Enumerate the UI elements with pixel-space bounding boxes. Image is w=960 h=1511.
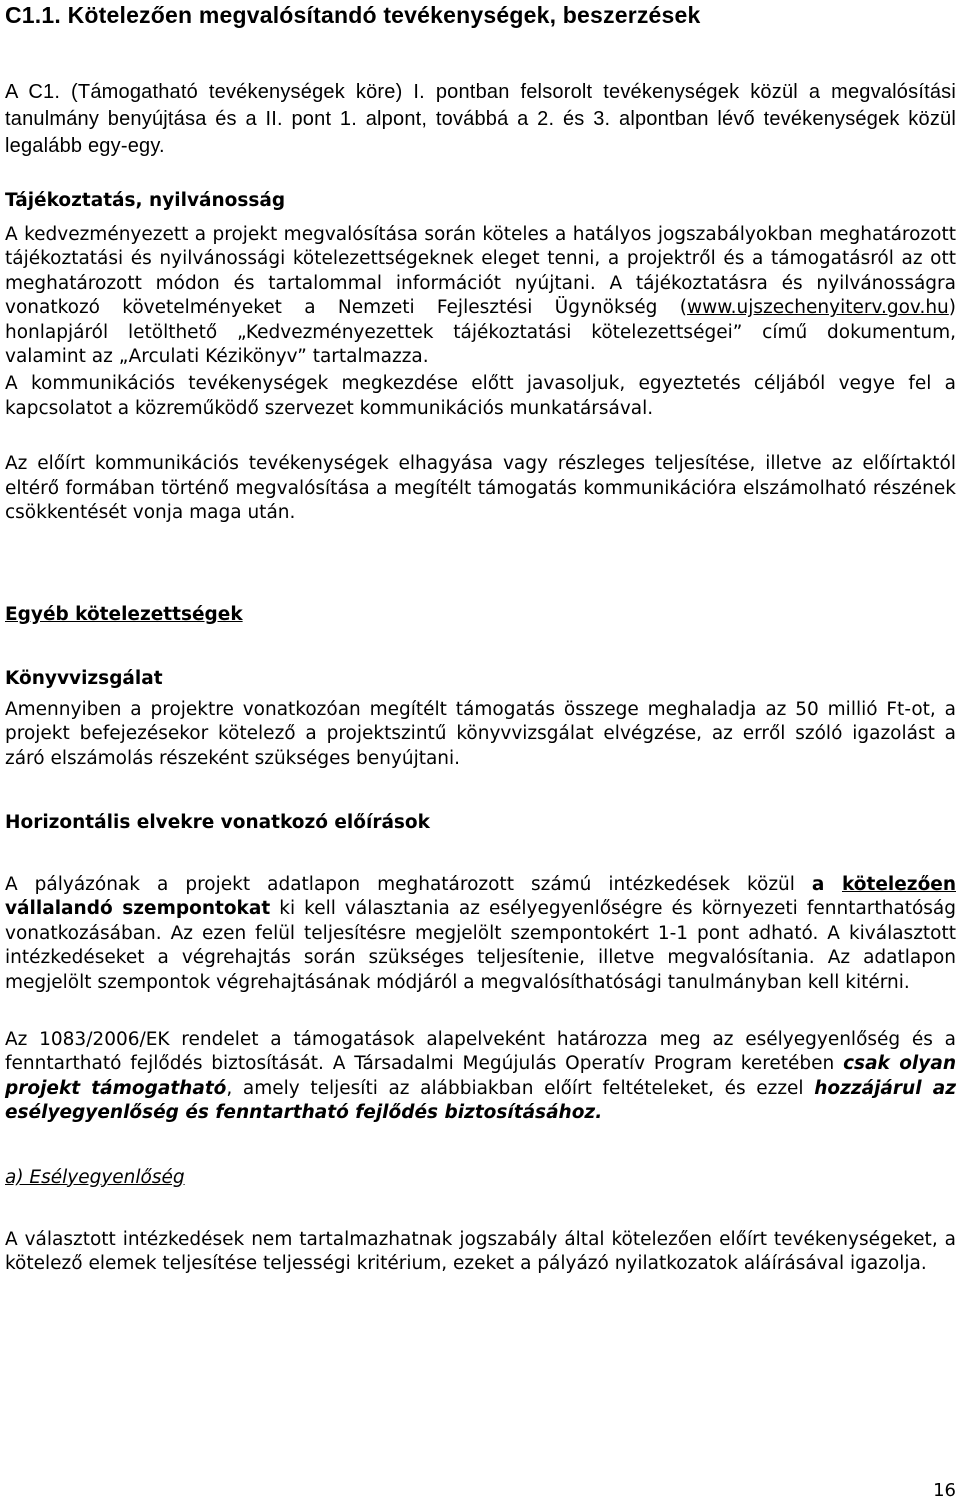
horizontal-section — [5, 811, 956, 1276]
text-run: , amely teljesíti az alábbiakban előírt feltételeket, és ezzel — [226, 1077, 815, 1099]
konyvvizsgalat-heading: Könyvvizsgálat — [5, 668, 163, 689]
tajekoztatas-section — [5, 189, 956, 525]
tajekoztatas-paragraph-3: Az előírt kommunikációs tevékenységek elhagyása vagy részleges teljesítése, illetve az előírtaktól eltérő formában történő megvalósítása a megítélt támogatás kommunikációra elszámolható részének csökkentését vonja maga után. — [5, 453, 956, 524]
horizontal-paragraph-1 — [5, 873, 956, 995]
text-run: A pályázónak a projekt adatlapon meghatározott számú intézkedések közül — [5, 874, 812, 895]
text-run: vállalandó szempontokat — [5, 898, 271, 920]
eselyegyenloseg-paragraph: A választott intézkedések nem tartalmazhatnak jogszabály által kötelezően előírt tevékenységeket, a kötelező elemek teljesítése teljességi kritérium, ezeket a pályázó nyilatkozatok aláírásával igazolja. — [5, 1228, 956, 1275]
konyvvizsgalat-paragraph: Amennyiben a projektre vonatkozóan megítélt támogatás összege meghaladja az 50 millió Ft-ot, a projekt befejezésekor kötelező a projektszintű könyvvizsgálat elvégzése, az erről szóló igazolást a záró elszámolás részeként szükséges benyújtani. — [5, 699, 956, 769]
horizontal-heading: Horizontális elvekre vonatkozó előírások — [5, 812, 430, 833]
text-run: a — [811, 874, 842, 895]
text-run: ) honlapjáról letölthető „Kedvezményezettek tájékoztatási kötelezettségei” című dokumentum, valamint az „Arculati Kézikönyv” tartalmazza. — [5, 297, 956, 368]
tajekoztatas-heading: Tájékoztatás, nyilvánosság — [5, 190, 286, 211]
page-number: 16 — [933, 1480, 956, 1501]
text-run: kötelezően — [842, 874, 956, 895]
text-run: ki kell választania az esélyegyenlőségre és környezeti fenntarthatóság vonatkozásában. Az ezen felül teljesítésre megjelölt szempontokért 1-1 pont adható. A kiválasztott intézkedéseket a végrehajtás során szükséges teljesítenie, illetve megvalósítania. Az adatlapon megjelölt szempontok végrehajtásának módjáról a megvalósíthatósági tanulmányban kell kitérni. — [5, 898, 956, 993]
section-title: C1.1. Kötelezően megvalósítandó tevékenységek, beszerzések — [5, 2, 701, 28]
intro-paragraph: A C1. (Támogatható tevékenységek köre) I. pontban felsorolt tevékenységek közül a megvalósítási tanulmány benyújtása és a II. pont 1. alpont, továbbá a 2. és 3. alpontban lévő tevékenységek közül legalább egy-egy. — [5, 81, 956, 157]
nfu-website-link[interactable]: www.ujszechenyiterv.gov.hu — [686, 297, 949, 319]
horizontal-paragraph-2 — [5, 1028, 956, 1126]
text-run: A kedvezményezett a projekt megvalósítása során köteles a hatályos jogszabályokban meghatározott tájékoztatási és nyilvánossági kötelezettségeknek eleget tenni, a projektről és a támogatásról az ott meghatározott módon és tartalommal információt nyújtani. A tájékoztatásra és nyilvánosságra vonatkozó követelményeket a Nemzeti Fejlesztési Ügynökség ( — [5, 224, 956, 319]
text-run: csak olyan projekt támogatható — [5, 1053, 956, 1099]
egyeb-section — [5, 603, 956, 771]
text-run: Az 1083/2006/EK rendelet a támogatások alapelveként határozza meg az esélyegyenlőség és a fenntartható fejlődés biztosítását. A Társadalmi Megújulás Operatív Program keretében — [5, 1029, 956, 1075]
eselyegyenloseg-heading: a) Esélyegyenlőség — [5, 1166, 185, 1188]
text-run: hozzájárul az esélyegyenlőség és fenntartható fejlődés biztosításához. — [5, 1077, 956, 1124]
egyeb-heading: Egyéb kötelezettségek — [5, 604, 243, 625]
tajekoztatas-paragraph-1 — [5, 223, 956, 369]
tajekoztatas-paragraph-2: A kommunikációs tevékenységek megkezdése előtt javasoljuk, egyeztetés céljából vegye fel a kapcsolatot a közreműködő szervezet kommunikációs munkatársával. — [5, 373, 956, 419]
